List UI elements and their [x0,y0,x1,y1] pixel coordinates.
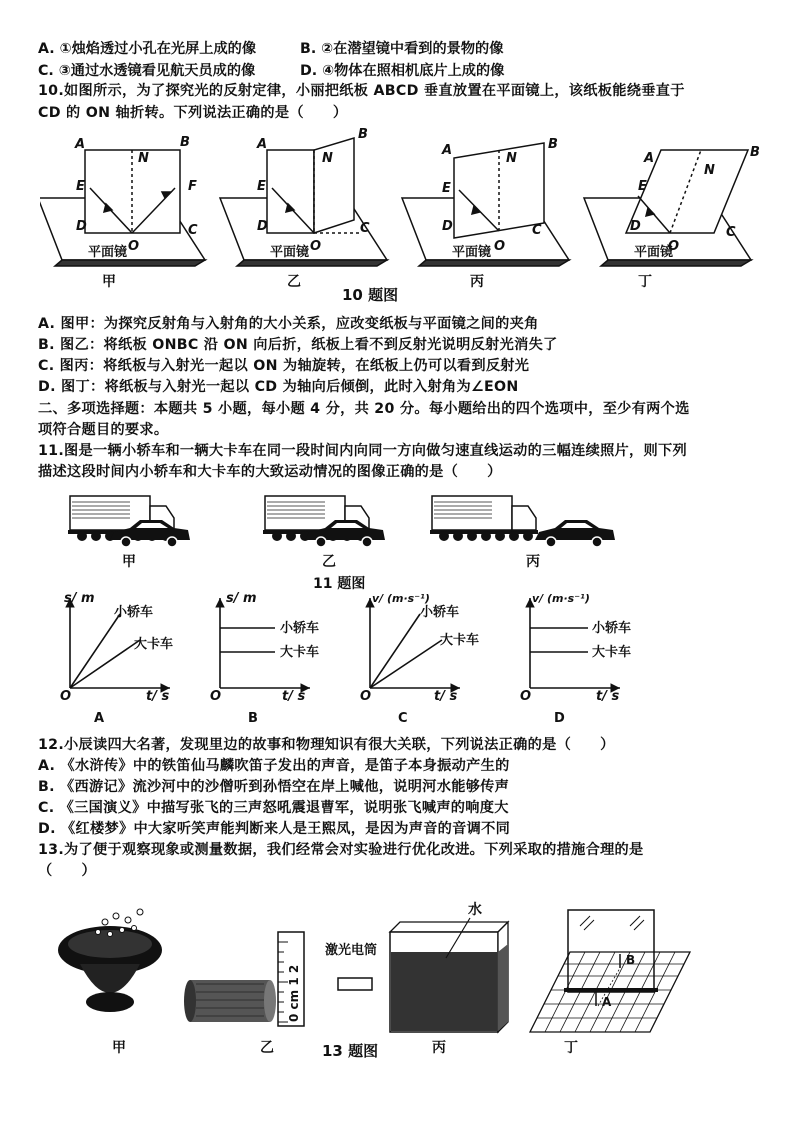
svg-text:B: B [548,137,558,152]
photo-bing [430,496,615,547]
q13-figure [50,892,710,1062]
graph-d-label: D [554,711,565,726]
ruler-label: 0 cm 1 2 [287,964,301,1022]
graph-c-xlabel: t/ s [434,689,458,704]
q9-option-d: D. ④物体在照相机底片上成的像 [300,63,505,79]
q13-stem-line1: 13.为了便于观察现象或测量数据，我们经常会对实验进行优化改进。下列采取的措施合理的是 [38,842,644,858]
svg-text:C: C [726,225,736,240]
graph-a-label: A [94,711,105,726]
q12-stem: 12.小辰读四大名著，发现里边的故事和物理知识有很大关联，下列说法正确的是（ ） [38,737,615,753]
graph-c-line1: 小轿车 [420,605,460,620]
q10-label-ding: 丁 [638,274,652,290]
point-b: B [626,953,636,967]
q10-option-b: B. 图乙：将纸板 ONBC 沿 ON 向后折，纸板上看不到反射光说明反射光消失了 [38,337,558,353]
graph-d-origin: O [520,689,532,704]
graph-a-origin: O [60,689,72,704]
q10-option-a: A. 图甲：为探究反射角与入射角的大小关系，应改变纸板与平面镜之间的夹角 [38,316,539,332]
svg-text:O: O [128,239,140,254]
q9-option-c: C. ③通过水透镜看见航天员成的像 [38,63,256,79]
q12-option-a: A. 《水浒传》中的铁笛仙马麟吹笛子发出的声音，是笛子本身振动产生的 [38,758,510,774]
q10-label-yi: 乙 [287,274,301,290]
q10-option-c: C. 图丙：将纸板与入射光一起以 ON 为轴旋转，在纸板上仍可以看到反射光 [38,358,530,374]
svg-text:A: A [644,151,655,166]
graph-d-line1: 小轿车 [592,621,632,636]
svg-text:D: D [257,219,268,234]
q12-option-b: B. 《西游记》流沙河中的沙僧听到孙悟空在岸上喊他，说明河水能够传声 [38,779,510,795]
q13-glass-plate [530,910,690,1032]
graph-b-origin: O [210,689,222,704]
q11-photo-label-bing: 丙 [526,554,540,570]
svg-text:N: N [506,151,517,166]
q9-option-a: A. ①烛焰透过小孔在光屏上成的像 [38,41,257,57]
graph-a-line1: 小轿车 [114,605,154,620]
svg-text:A: A [75,137,86,152]
q10-figure [40,128,770,308]
svg-text:N: N [704,163,715,178]
q13-water-tank [325,901,508,1032]
q11-graphs [50,590,650,730]
q10-stem-line1: 10.如图所示，为了探究光的反射定律，小丽把纸板 ABCD 垂直放置在平面镜上，该纸板能绕垂直于 [38,83,685,99]
q11-stem-line1: 11.图是一辆小轿车和一辆大卡车在同一段时间内向同一方向做匀速直线运动的三幅连续照片，则下列 [38,443,687,459]
graph-b-line2: 大卡车 [280,645,320,660]
point-a: A [602,995,612,1009]
q12-option-c: C. 《三国演义》中描写张飞的三声怒吼震退曹军，说明张飞喊声的响度大 [38,800,509,816]
svg-text:C: C [532,223,542,238]
q10-option-d: D. 图丁：将纸板与入射光一起以 CD 为轴向后倾倒，此时入射角为∠EON [38,379,519,395]
q13-label-ding: 丁 [564,1040,578,1056]
svg-text:E: E [442,181,451,196]
q10-caption: 10 题图 [342,286,399,304]
graph-d-xlabel: t/ s [596,689,620,704]
svg-text:C: C [188,223,198,238]
graph-b-xlabel: t/ s [282,689,306,704]
graph-a-ylabel: s/ m [64,591,95,606]
q10-label-bing: 丙 [470,274,484,290]
svg-text:O: O [494,239,506,254]
svg-text:A: A [442,143,453,158]
q10-stem-line2: CD 的 ON 轴折转。下列说法正确的是（ ） [38,105,348,121]
svg-text:B: B [180,135,190,150]
svg-text:F: F [188,179,197,194]
svg-text:D: D [76,219,87,234]
mirror-label-yi: 平面镜 [270,245,310,260]
graph-c-ylabel: v/ (m·s⁻¹) [372,592,430,605]
q13-ruler-setup [184,932,304,1026]
svg-text:E: E [638,179,647,194]
photo-yi [263,496,385,547]
svg-text:B: B [750,145,760,160]
graph-a-line2: 大卡车 [134,637,174,652]
q11-photo-label-jia: 甲 [122,554,136,570]
svg-text:O: O [668,239,680,254]
graph-c-label: C [398,711,408,726]
svg-text:E: E [76,179,85,194]
q13-speaker [58,909,162,1012]
svg-text:O: O [310,239,322,254]
photo-jia [68,496,190,547]
mirror-label-bing: 平面镜 [452,245,492,260]
svg-text:D: D [630,219,641,234]
q11-caption: 11 题图 [313,576,366,592]
q11-photo-label-yi: 乙 [322,554,336,570]
q13-label-yi: 乙 [260,1040,274,1056]
svg-text:D: D [442,219,453,234]
q13-stem-line2: （ ） [38,863,96,879]
mirror-label-ding: 平面镜 [634,245,674,260]
graph-d-ylabel: v/ (m·s⁻¹) [532,592,590,605]
q13-label-jia: 甲 [112,1040,126,1056]
laser-label: 激光电筒 [325,943,378,958]
q13-caption: 13 题图 [322,1042,379,1060]
q10-label-jia: 甲 [102,274,116,290]
svg-text:E: E [257,179,266,194]
graph-a-xlabel: t/ s [146,689,170,704]
q11-stem-line2: 描述这段时间内小轿车和大卡车的大致运动情况的图像正确的是（ ） [38,464,502,480]
q11-photos [60,484,640,594]
graph-d-line2: 大卡车 [592,645,632,660]
q9-option-b: B. ②在潜望镜中看到的景物的像 [300,41,504,57]
q13-label-bing: 丙 [432,1040,446,1056]
graph-c-line2: 大卡车 [440,633,480,648]
svg-text:C: C [360,221,370,236]
section2-line2: 项符合题目的要求。 [38,422,169,438]
svg-text:N: N [322,151,333,166]
mirror-label-jia: 平面镜 [88,245,128,260]
svg-text:A: A [257,137,268,152]
section2-line1: 二、多项选择题：本题共 5 小题，每小题 4 分，共 20 分。每小题给出的四个选项中，至少有两个选 [38,401,690,417]
graph-b-label: B [248,711,258,726]
graph-b-line1: 小轿车 [280,621,320,636]
svg-text:N: N [138,151,149,166]
water-label: 水 [468,902,482,918]
svg-text:B: B [358,128,368,142]
q12-option-d: D. 《红楼梦》中大家听笑声能判断来人是王熙凤，是因为声音的音调不同 [38,821,511,837]
graph-b-ylabel: s/ m [226,591,257,606]
graph-c-origin: O [360,689,372,704]
